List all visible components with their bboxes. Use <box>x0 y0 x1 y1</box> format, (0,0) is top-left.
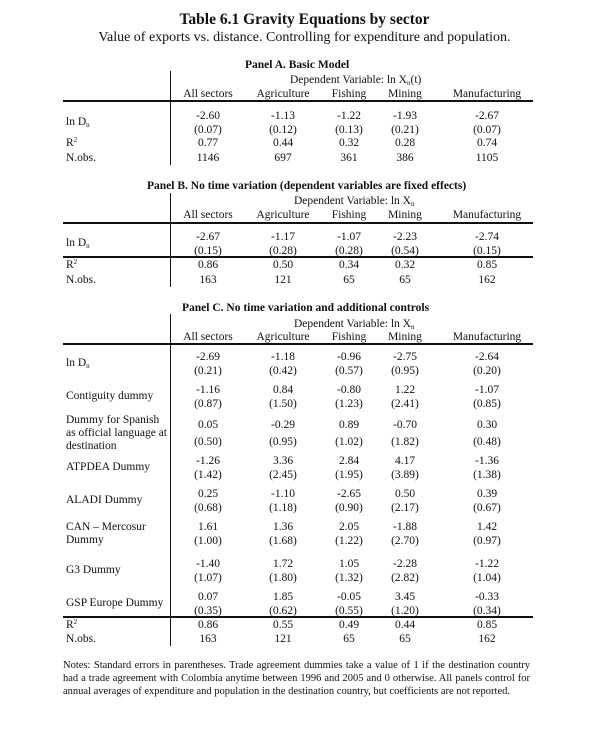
standard-error-cell: (1.32) <box>335 572 363 584</box>
coefficient-cell: -1.88 <box>393 521 417 533</box>
standard-error-cell: (1.80) <box>269 572 297 584</box>
r-squared-cell: 0.85 <box>476 619 498 631</box>
nobs-cell: 386 <box>396 152 414 164</box>
standard-error-cell: (0.48) <box>473 436 501 448</box>
coefficient-cell: -1.07 <box>337 231 361 243</box>
standard-error-cell: (0.90) <box>335 502 363 514</box>
coefficient-cell: -2.67 <box>475 110 499 122</box>
coefficient-cell: 3.36 <box>272 455 294 467</box>
standard-error-cell: (1.23) <box>335 398 363 410</box>
coefficient-cell: -0.05 <box>337 591 361 603</box>
row-label <box>66 116 170 132</box>
coefficient-cell: -1.36 <box>475 455 499 467</box>
panel-a-vertical-rule <box>170 71 171 165</box>
row-label <box>66 237 170 253</box>
standard-error-cell: (1.50) <box>269 398 297 410</box>
column-header: Manufacturing <box>452 88 522 100</box>
column-header: All sectors <box>183 209 233 221</box>
coefficient-cell: 2.84 <box>338 455 360 467</box>
panel-a-header-rule <box>63 100 533 102</box>
standard-error-cell: (2.45) <box>269 469 297 481</box>
r-squared-cell: 0.44 <box>272 137 294 149</box>
column-header: Mining <box>388 331 422 343</box>
depvar-suffix: (t) <box>410 74 422 86</box>
row-label-text: ln D <box>66 357 87 369</box>
standard-error-cell: (2.17) <box>391 502 419 514</box>
table-title: Table 6.1 Gravity Equations by sector <box>179 11 430 28</box>
coefficient-cell: -2.60 <box>196 110 220 122</box>
depvar-subscript: n <box>411 200 415 208</box>
row-label-subscript: n <box>86 362 90 370</box>
r-squared-cell: 0.86 <box>197 259 219 271</box>
panel-b-title: Panel B. No time variation (dependent variables are fixed effects) <box>147 180 467 192</box>
coefficient-cell: -1.22 <box>337 110 361 122</box>
row-label <box>66 414 170 453</box>
coefficient-cell: -1.22 <box>475 558 499 570</box>
row-label-text: Dummy for Spanish as official language at destination <box>66 414 168 452</box>
r-squared-superscript: 2 <box>73 258 78 266</box>
nobs-cell: 697 <box>274 152 292 164</box>
r-squared-cell: 0.34 <box>338 259 360 271</box>
coefficient-cell: 0.07 <box>197 591 219 603</box>
standard-error-cell: (0.57) <box>335 365 363 377</box>
column-header: Fishing <box>331 88 367 100</box>
column-header: Fishing <box>331 209 367 221</box>
nobs-label: N.obs. <box>66 152 97 164</box>
r-squared-text: R <box>66 259 74 271</box>
standard-error-cell: (0.62) <box>269 605 297 617</box>
row-label-text: G3 Dummy <box>66 564 121 576</box>
row-label <box>66 521 170 547</box>
coefficient-cell: 2.05 <box>338 521 360 533</box>
r-squared-text: R <box>66 619 74 631</box>
panel-c-dependent-variable <box>294 318 415 331</box>
standard-error-cell: (2.70) <box>391 535 419 547</box>
depvar-text: Dependent Variable: ln X <box>294 318 411 330</box>
coefficient-cell: -0.29 <box>271 419 295 431</box>
r-squared-cell: 0.32 <box>338 137 360 149</box>
standard-error-cell: (0.54) <box>391 245 419 257</box>
coefficient-cell: 4.17 <box>394 455 416 467</box>
standard-error-cell: (0.15) <box>194 245 222 257</box>
nobs-cell: 121 <box>274 274 292 286</box>
row-label-text: Contiguity dummy <box>66 390 154 402</box>
panel-c-stats-rule <box>63 616 533 618</box>
panel-b-dependent-variable <box>294 195 415 208</box>
row-label-subscript: n <box>86 121 90 129</box>
standard-error-cell: (0.95) <box>269 436 297 448</box>
r-squared-cell: 0.44 <box>394 619 416 631</box>
standard-error-cell: (1.18) <box>269 502 297 514</box>
standard-error-cell: (0.21) <box>391 124 419 136</box>
row-label-text: ln D <box>66 116 87 128</box>
standard-error-cell: (0.28) <box>269 245 297 257</box>
panel-a-dependent-variable <box>290 74 421 87</box>
coefficient-cell: -2.23 <box>393 231 417 243</box>
depvar-text: Dependent Variable: ln X <box>294 195 411 207</box>
coefficient-cell: -0.96 <box>337 351 361 363</box>
coefficient-cell: -2.75 <box>393 351 417 363</box>
standard-error-cell: (1.07) <box>194 572 222 584</box>
standard-error-cell: (1.20) <box>391 605 419 617</box>
panel-a-title: Panel A. Basic Model <box>245 59 350 71</box>
standard-error-cell: (0.67) <box>473 502 501 514</box>
table-subtitle: Value of exports vs. distance. Controlling for expenditure and population. <box>98 30 511 45</box>
panel-b-header-rule <box>63 222 533 224</box>
r-squared-label <box>66 616 77 632</box>
standard-error-cell: (0.28) <box>335 245 363 257</box>
coefficient-cell: -1.07 <box>475 384 499 396</box>
column-header: Mining <box>388 88 422 100</box>
standard-error-cell: (0.85) <box>473 398 501 410</box>
r-squared-cell: 0.28 <box>394 137 416 149</box>
coefficient-cell: -2.64 <box>475 351 499 363</box>
coefficient-cell: 0.30 <box>476 419 498 431</box>
r-squared-cell: 0.77 <box>197 137 219 149</box>
r-squared-superscript: 2 <box>73 618 78 626</box>
row-label-text: GSP Europe Dummy <box>66 597 164 609</box>
coefficient-cell: 0.84 <box>272 384 294 396</box>
row-label <box>66 461 170 474</box>
depvar-subscript: n <box>407 79 411 87</box>
row-label <box>66 357 170 373</box>
depvar-text: Dependent Variable: ln X <box>290 74 407 86</box>
standard-error-cell: (2.82) <box>391 572 419 584</box>
coefficient-cell: -0.80 <box>337 384 361 396</box>
standard-error-cell: (1.82) <box>391 436 419 448</box>
row-label-text: ATPDEA Dummy <box>66 461 151 473</box>
row-label <box>66 390 170 403</box>
column-header: Agriculture <box>256 331 310 343</box>
coefficient-cell: -1.40 <box>196 558 220 570</box>
coefficient-cell: 3.45 <box>394 591 416 603</box>
nobs-cell: 361 <box>340 152 358 164</box>
coefficient-cell: -2.74 <box>475 231 499 243</box>
standard-error-cell: (0.55) <box>335 605 363 617</box>
nobs-cell: 163 <box>199 633 217 645</box>
r-squared-cell: 0.49 <box>338 619 360 631</box>
depvar-subscript: n <box>411 323 415 331</box>
coefficient-cell: 1.72 <box>272 558 294 570</box>
coefficient-cell: -1.13 <box>271 110 295 122</box>
standard-error-cell: (0.15) <box>473 245 501 257</box>
r-squared-label <box>66 134 77 150</box>
coefficient-cell: -0.33 <box>475 591 499 603</box>
standard-error-cell: (0.35) <box>194 605 222 617</box>
standard-error-cell: (1.68) <box>269 535 297 547</box>
nobs-cell: 163 <box>199 274 217 286</box>
panel-b-stats-rule <box>63 256 533 258</box>
r-squared-cell: 0.86 <box>197 619 219 631</box>
standard-error-cell: (0.21) <box>194 365 222 377</box>
r-squared-cell: 0.32 <box>394 259 416 271</box>
r-squared-text: R <box>66 137 74 149</box>
r-squared-cell: 0.85 <box>476 259 498 271</box>
coefficient-cell: -0.70 <box>393 419 417 431</box>
r-squared-cell: 0.74 <box>476 137 498 149</box>
r-squared-cell: 0.55 <box>272 619 294 631</box>
coefficient-cell: -2.28 <box>393 558 417 570</box>
panel-c-header-rule <box>63 343 533 345</box>
row-label <box>66 597 170 610</box>
coefficient-cell: 0.50 <box>394 488 416 500</box>
coefficient-cell: 1.42 <box>476 521 498 533</box>
coefficient-cell: -2.69 <box>196 351 220 363</box>
column-header: Manufacturing <box>452 209 522 221</box>
standard-error-cell: (1.04) <box>473 572 501 584</box>
coefficient-cell: -1.16 <box>196 384 220 396</box>
coefficient-cell: 0.39 <box>476 488 498 500</box>
nobs-cell: 1146 <box>196 152 220 164</box>
coefficient-cell: 0.25 <box>197 488 219 500</box>
coefficient-cell: 0.05 <box>197 419 219 431</box>
column-header: Agriculture <box>256 209 310 221</box>
column-header: All sectors <box>183 331 233 343</box>
coefficient-cell: -1.18 <box>271 351 295 363</box>
nobs-label: N.obs. <box>66 633 97 645</box>
standard-error-cell: (3.89) <box>391 469 419 481</box>
column-header: Mining <box>388 209 422 221</box>
nobs-cell: 65 <box>343 633 355 645</box>
standard-error-cell: (0.68) <box>194 502 222 514</box>
coefficient-cell: -2.65 <box>337 488 361 500</box>
coefficient-cell: 1.22 <box>394 384 416 396</box>
coefficient-cell: 1.61 <box>197 521 219 533</box>
standard-error-cell: (1.02) <box>335 436 363 448</box>
coefficient-cell: 1.05 <box>338 558 360 570</box>
nobs-cell: 1105 <box>475 152 499 164</box>
column-header: Agriculture <box>256 88 310 100</box>
coefficient-cell: -2.67 <box>196 231 220 243</box>
column-header: Fishing <box>331 331 367 343</box>
standard-error-cell: (2.41) <box>391 398 419 410</box>
standard-error-cell: (0.50) <box>194 436 222 448</box>
row-label-subscript: n <box>86 242 90 250</box>
nobs-cell: 65 <box>399 633 411 645</box>
standard-error-cell: (1.22) <box>335 535 363 547</box>
column-header: All sectors <box>183 88 233 100</box>
standard-error-cell: (0.97) <box>473 535 501 547</box>
coefficient-cell: 1.85 <box>272 591 294 603</box>
coefficient-cell: -1.10 <box>271 488 295 500</box>
nobs-label: N.obs. <box>66 274 97 286</box>
standard-error-cell: (0.34) <box>473 605 501 617</box>
r-squared-label <box>66 256 77 272</box>
standard-error-cell: (1.38) <box>473 469 501 481</box>
panel-b-vertical-rule <box>170 193 171 287</box>
nobs-cell: 162 <box>478 274 496 286</box>
standard-error-cell: (0.87) <box>194 398 222 410</box>
row-label <box>66 494 170 507</box>
standard-error-cell: (0.20) <box>473 365 501 377</box>
row-label-text: ALADI Dummy <box>66 494 143 506</box>
standard-error-cell: (1.42) <box>194 469 222 481</box>
nobs-cell: 65 <box>399 274 411 286</box>
row-label-text: CAN – Mercosur Dummy <box>66 521 146 546</box>
nobs-cell: 121 <box>274 633 292 645</box>
panel-c-title: Panel C. No time variation and additional controls <box>182 302 430 314</box>
panel-c-vertical-rule <box>170 314 171 646</box>
row-label-text: ln D <box>66 237 87 249</box>
standard-error-cell: (0.95) <box>391 365 419 377</box>
coefficient-cell: -1.93 <box>393 110 417 122</box>
standard-error-cell: (1.00) <box>194 535 222 547</box>
standard-error-cell: (1.95) <box>335 469 363 481</box>
standard-error-cell: (0.13) <box>335 124 363 136</box>
nobs-cell: 65 <box>343 274 355 286</box>
column-header: Manufacturing <box>452 331 522 343</box>
coefficient-cell: -1.17 <box>271 231 295 243</box>
row-label <box>66 564 170 577</box>
standard-error-cell: (0.07) <box>194 124 222 136</box>
standard-error-cell: (0.07) <box>473 124 501 136</box>
standard-error-cell: (0.12) <box>269 124 297 136</box>
coefficient-cell: -1.26 <box>196 455 220 467</box>
table-notes: Notes: Standard errors in parentheses. Trade agreement dummies take a value of 1 if the destination country had a trade agreement with Colombia anytime between 1996 and 2005 and 0 otherwise. All panels control for annual averages of expenditure and population in the destination country, but coefficients are not reported. <box>63 660 530 698</box>
coefficient-cell: 1.36 <box>272 521 294 533</box>
nobs-cell: 162 <box>478 633 496 645</box>
r-squared-cell: 0.50 <box>272 259 294 271</box>
standard-error-cell: (0.42) <box>269 365 297 377</box>
r-squared-superscript: 2 <box>73 136 78 144</box>
coefficient-cell: 0.89 <box>338 419 360 431</box>
